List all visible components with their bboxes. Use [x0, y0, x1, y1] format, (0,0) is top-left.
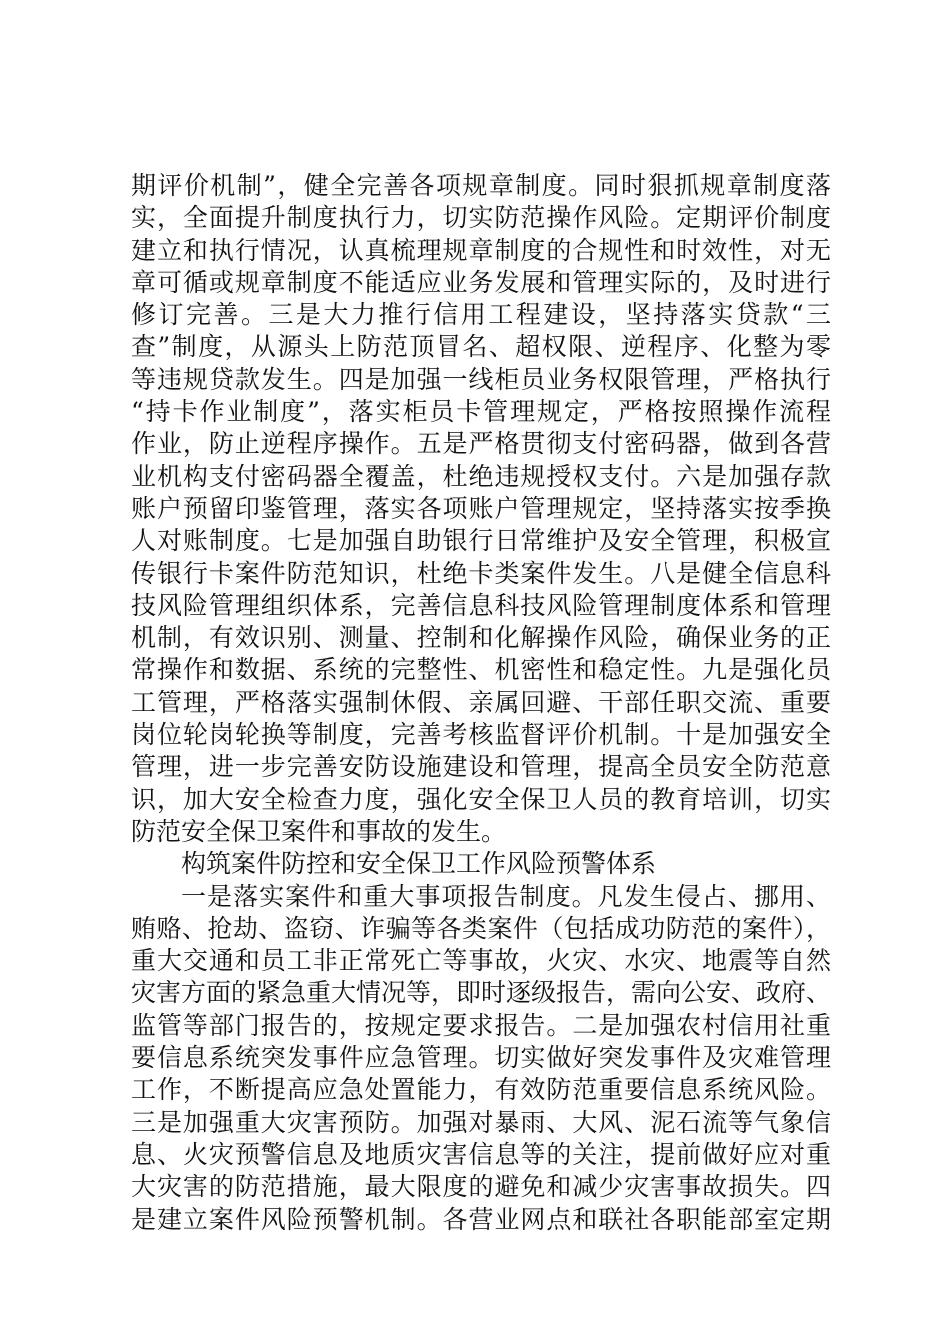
text-line: 灾害方面的紧急重大情况等，即时逐级报告，需向公安、政府、	[131, 978, 831, 1008]
text-line: 传银行卡案件防范知识，杜绝卡类案件发生。八是健全信息科	[131, 558, 831, 588]
text-line: 三是加强重大灾害预防。加强对暴雨、大风、泥石流等气象信	[131, 1107, 831, 1137]
text-line: 建立和执行情况，认真梳理规章制度的合规性和时效性，对无	[131, 235, 831, 265]
paragraph-end-line: 防范安全保卫案件和事故的发生。	[131, 816, 507, 846]
text-line: 息、火灾预警信息及地质灾害信息等的关注，提前做好应对重	[131, 1139, 831, 1169]
text-line: 技风险管理组织体系，完善信息科技风险管理制度体系和管理	[131, 590, 831, 620]
text-line: 工作，不断提高应急处置能力，有效防范重要信息系统风险。	[131, 1075, 831, 1105]
text-line: 要信息系统突发事件应急管理。切实做好突发事件及灾难管理	[131, 1043, 831, 1073]
text-line: 等违规贷款发生。四是加强一线柜员业务权限管理，严格执行	[131, 364, 831, 394]
text-line: 实，全面提升制度执行力，切实防范操作风险。定期评价制度	[131, 203, 831, 233]
text-line: 重大交通和员工非正常死亡等事故，火灾、水灾、地震等自然	[131, 946, 831, 976]
text-line: 贿赂、抢劫、盗窃、诈骗等各类案件（包括成功防范的案件），	[131, 913, 831, 943]
text-line: 是建立案件风险预警机制。各营业网点和联社各职能部室定期	[131, 1204, 831, 1234]
text-line: 章可循或规章制度不能适应业务发展和管理实际的，及时进行	[131, 267, 831, 297]
text-line: 机制，有效识别、测量、控制和化解操作风险，确保业务的正	[131, 623, 831, 653]
text-line: 账户预留印鉴管理，落实各项账户管理规定，坚持落实按季换	[131, 493, 831, 523]
text-line: 作业，防止逆程序操作。五是严格贯彻支付密码器，做到各营	[131, 429, 831, 459]
text-line: 监管等部门报告的，按规定要求报告。二是加强农村信用社重	[131, 1010, 831, 1040]
text-line: 人对账制度。七是加强自助银行日常维护及安全管理，积极宣	[131, 526, 831, 556]
text-line: “持卡作业制度”，落实柜员卡管理规定，严格按照操作流程	[131, 397, 831, 427]
paragraph-first-line: 一是落实案件和重大事项报告制度。凡发生侵占、挪用、	[181, 881, 831, 911]
text-line: 期评价机制”，健全完善各项规章制度。同时狠抓规章制度落	[131, 171, 831, 200]
text-line: 大灾害的防范措施，最大限度的避免和减少灾害事故损失。四	[131, 1172, 831, 1202]
text-line: 修订完善。三是大力推行信用工程建设，坚持落实贷款“三	[131, 300, 831, 330]
text-line: 业机构支付密码器全覆盖，杜绝违规授权支付。六是加强存款	[131, 461, 831, 491]
text-line: 工管理，严格落实强制休假、亲属回避、干部任职交流、重要	[131, 687, 831, 717]
text-line: 岗位轮岗轮换等制度，完善考核监督评价机制。十是加强安全	[131, 720, 831, 750]
text-line: 查”制度，从源头上防范顶冒名、超权限、逆程序、化整为零	[131, 332, 831, 362]
document-body	[131, 170, 831, 1236]
text-line: 常操作和数据、系统的完整性、机密性和稳定性。九是强化员	[131, 655, 831, 685]
text-line: 管理，进一步完善安防设施建设和管理，提高全员安全防范意	[131, 752, 831, 782]
text-line: 识，加大安全检查力度，强化安全保卫人员的教育培训，切实	[131, 784, 831, 814]
section-heading: 构筑案件防控和安全保卫工作风险预警体系	[181, 849, 657, 879]
